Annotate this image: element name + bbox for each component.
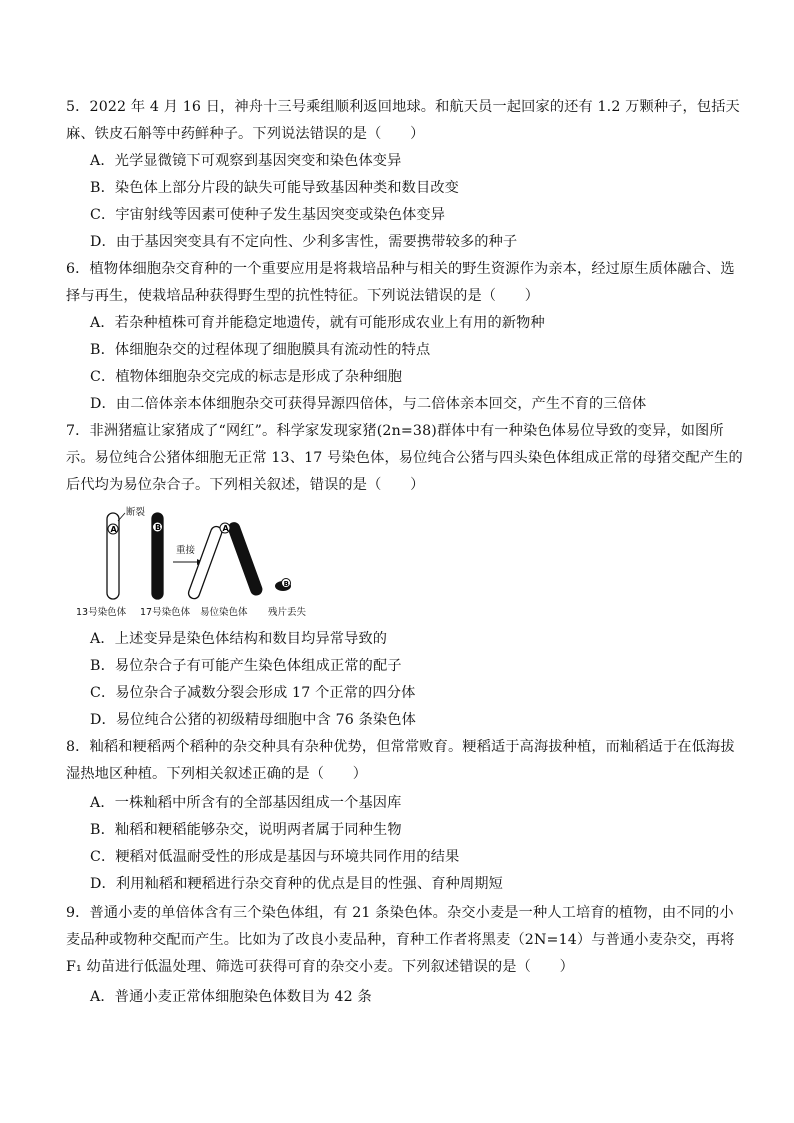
question-6-stem: 6．植物体细胞杂交育种的一个重要应用是将栽培品种与相关的野生资源作为亲本，经过原生质体融合、选择与再生，使栽培品种获得野生型的抗性特征。下列说法错误的是（ ） <box>66 261 735 304</box>
question-5-option-a: A．光学显微镜下可观察到基因突变和染色体变异 <box>90 153 402 169</box>
rejoin-label: 重接 <box>176 545 196 556</box>
question-5-option-c: C．宇宙射线等因素可使种子发生基因突变或染色体变异 <box>90 207 446 223</box>
caption-fragment-lost: 残片丢失 <box>268 607 307 618</box>
question-7-option-d: D．易位纯合公猪的初级精母细胞中含 76 条染色体 <box>90 712 416 728</box>
fragment-gene-b-label: B <box>283 580 289 588</box>
question-8-option-a: A．一株籼稻中所含有的全部基因组成一个基因库 <box>90 795 402 811</box>
chromosome-diagram <box>70 505 330 623</box>
caption-translocation: 易位染色体 <box>200 607 248 618</box>
translocation-chromosome-icon <box>187 525 223 600</box>
question-7-option-a: A．上述变异是染色体结构和数目均异常导致的 <box>90 631 388 647</box>
caption-17: 17号染色体 <box>140 607 191 618</box>
gene-a-label: A <box>110 525 117 534</box>
gene-b-label: B <box>155 523 162 532</box>
question-6-option-d: D．由二倍体亲本体细胞杂交可获得异源四倍体，与二倍体亲本回交，产生不育的三倍体 <box>90 396 647 412</box>
question-7-option-b: B．易位杂合子有可能产生染色体组成正常的配子 <box>90 658 402 674</box>
question-8-stem: 8．籼稻和粳稻两个稻种的杂交种具有杂种优势，但常常败育。粳稻适于高海拔种植，而籼稻适于在低海拔湿热地区种植。下列相关叙述正确的是（ ） <box>66 739 735 782</box>
question-8-option-c: C．粳稻对低温耐受性的形成是基因与环境共同作用的结果 <box>90 849 460 865</box>
question-7-stem: 7．非洲猪瘟让家猪成了“网红”。科学家发现家猪(2n=38)群体中有一种染色体易位导致的变异，如图所示。易位纯合公猪体细胞无正常 13、17 号染色体，易位纯合公猪与四头染色体组成正常的母猪交配产生的后代均为易位杂合子。下列相关叙述，错误的是（ ） <box>66 423 743 493</box>
question-7-option-c: C．易位杂合子减数分裂会形成 17 个正常的四分体 <box>90 685 416 701</box>
question-8-option-b: B．籼稻和粳稻能够杂交，说明两者属于同种生物 <box>90 822 402 838</box>
question-9-option-a: A．普通小麦正常体细胞染色体数目为 42 条 <box>90 989 372 1005</box>
caption-13: 13号染色体 <box>76 607 127 618</box>
translocation-gene-a-label: A <box>222 524 229 533</box>
question-5-option-d: D．由于基因突变具有不定向性、少利多害性，需要携带较多的种子 <box>90 234 518 250</box>
question-5-option-b: B．染色体上部分片段的缺失可能导致基因种类和数目改变 <box>90 180 460 196</box>
lost-fragment-icon <box>275 579 291 592</box>
question-9-stem: 9．普通小麦的单倍体含有三个染色体组，有 21 条染色体。杂交小麦是一种人工培育的植物，由不同的小麦品种或物种交配而产生。比如为了改良小麦品种，育种工作者将黑麦（2N=14）与普通小麦杂交，再将 F₁ 幼苗进行低温处理、筛选可获得可育的杂交小麦。下列叙述错误的是（ ） <box>66 905 735 975</box>
question-6-option-c: C．植物体细胞杂交完成的标志是形成了杂种细胞 <box>90 369 403 385</box>
question-6-option-a: A．若杂种植株可育并能稳定地遗传，就有可能形成农业上有用的新物种 <box>90 315 545 331</box>
question-5-stem: 5．2022 年 4 月 16 日，神舟十三号乘组顺利返回地球。和航天员一起回家的还有 1.2 万颗种子，包括天麻、铁皮石斛等中药鲜种子。下列说法错误的是（ ） <box>66 99 740 142</box>
chromosome-translocation-figure <box>70 505 330 623</box>
question-8-option-d: D．利用籼稻和粳稻进行杂交育种的优点是目的性强、育种周期短 <box>90 876 503 892</box>
break-label: 断裂 <box>126 507 146 518</box>
question-6-option-b: B．体细胞杂交的过程体现了细胞膜具有流动性的特点 <box>90 342 431 358</box>
